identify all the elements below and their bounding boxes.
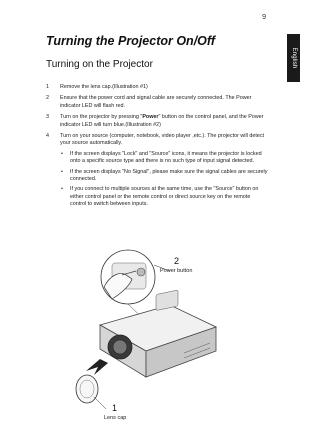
power-button-icon xyxy=(137,268,145,276)
callout-1-label: Lens cap xyxy=(104,415,127,421)
step-text-after: " button on the control panel, and the Power indicator LED will turn blue.(Illustration #2) xyxy=(60,114,264,128)
page-title: Turning the Projector On/Off xyxy=(46,34,215,48)
bullet-dot: • xyxy=(61,150,63,157)
page-number: 9 xyxy=(262,14,266,21)
step-4-bullets xyxy=(60,151,268,209)
arrow-icon xyxy=(86,359,108,375)
step-2 xyxy=(46,95,268,110)
language-side-tab xyxy=(287,34,300,82)
steps-list xyxy=(46,84,268,213)
callout-1-number: 1 xyxy=(112,403,118,413)
step-number: 1 xyxy=(46,84,49,90)
bullet-dot: • xyxy=(61,168,63,175)
bullet-text: If the screen displays "No Signal", please make sure the signal cables are securely connected. xyxy=(70,168,268,183)
projector-illustration xyxy=(60,245,240,425)
step-text xyxy=(60,114,264,127)
bullet-text: If you connect to multiple sources at the same time, use the "Source" button on either control panel or the remote control or direct source key on the remote control to switch between inputs. xyxy=(70,186,259,208)
bullet-text: If the screen displays "Lock" and "Source" icons, it means the projector is locked onto a specific source type and there is no such type of input signal detected. xyxy=(70,150,262,165)
step-text: Remove the lens cap.(Illustration #1) xyxy=(60,84,148,90)
callout-2-label: Power button xyxy=(160,268,193,274)
step-1 xyxy=(46,84,268,91)
step-number: 4 xyxy=(46,133,49,140)
section-subtitle: Turning on the Projector xyxy=(46,59,153,70)
lens-cap-icon xyxy=(76,375,106,409)
step-number: 2 xyxy=(46,95,49,102)
step-number: 3 xyxy=(46,114,49,121)
side-tab-label: English xyxy=(290,47,297,69)
bullet-dot: • xyxy=(61,186,63,193)
bullet-item xyxy=(60,186,268,208)
bullet-item xyxy=(60,169,268,184)
step-text: Ensure that the power cord and signal cable are securely connected. The Power indicator LED will flash red. xyxy=(60,95,252,109)
power-keyword: Power xyxy=(142,114,159,121)
step-4 xyxy=(46,133,268,209)
step-text-before: Turn on the projector by pressing " xyxy=(60,114,143,121)
callout-2-number: 2 xyxy=(174,256,180,266)
step-text: Turn on your source (computer, notebook, video player ,etc.). The projector will detect your source automatically. xyxy=(60,133,265,147)
projector-body xyxy=(100,290,216,377)
bullet-item xyxy=(60,151,268,166)
step-3 xyxy=(46,114,268,129)
